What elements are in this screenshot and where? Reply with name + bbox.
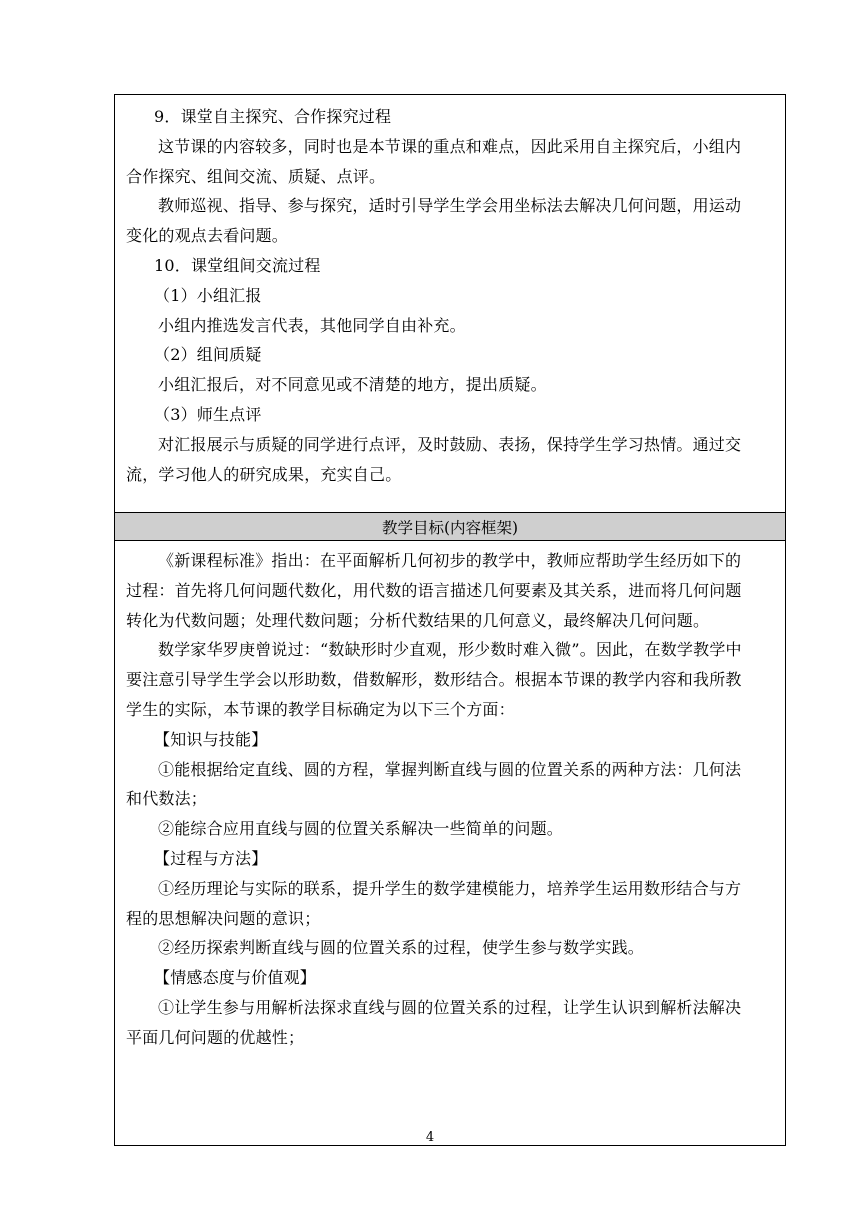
paragraph-line: 程的思想解决问题的意识； [126,908,321,928]
paragraph-line: 学生的实际，本节课的教学目标确定为以下三个方面： [126,699,515,719]
paragraph-line: 合作探究、组间交流、质疑、点评。 [126,166,386,186]
paragraph-line: 数学家华罗庚曾说过：“数缺形时少直观，形少数时难入微”。因此，在数学教学中 [158,640,742,660]
paragraph-line: 过程：首先将几何问题代数化，用代数的语言描述几何要素及其关系，进而将几何问题 [126,580,742,600]
paragraph-line: 和代数法； [126,789,208,809]
page-number: 4 [425,1130,435,1145]
paragraph-line: 小组内推选发言代表，其他同学自由补充。 [158,315,466,335]
process-section [115,95,785,512]
paragraph-line: （2）组间质疑 [154,345,262,365]
paragraph-line: 【过程与方法】 [154,848,268,868]
paragraph-line: 这节课的内容较多，同时也是本节课的重点和难点，因此采用自主探究后，小组内 [158,136,742,156]
paragraph-line: 《新课程标准》指出：在平面解析几何初步的教学中，教师应帮助学生经历如下的 [158,551,742,570]
paragraph-line: ②经历探索判断直线与圆的位置关系的过程，使学生参与数学实践。 [158,938,645,958]
paragraph-line: 【情感态度与价值观】 [154,968,317,988]
paragraph-line: 9．课堂自主探究、合作探究过程 [154,107,392,126]
document-table [114,94,786,1146]
paragraph-line: 教师巡视、指导、参与探究，适时引导学生学会用坐标法去解决几何问题，用运动 [158,196,742,216]
paragraph-line: ①经历理论与实际的联系，提升学生的数学建模能力，培养学生运用数形结合与方 [158,878,742,898]
section-header-text: 教学目标(内容框架) [381,518,519,537]
paragraph-line: （1）小组汇报 [154,285,262,305]
paragraph-line: 对汇报展示与质疑的同学进行点评，及时鼓励、表扬，保持学生学习热情。通过交 [158,434,742,454]
paragraph-line: 小组汇报后，对不同意见或不清楚的地方，提出质疑。 [158,375,547,395]
paragraph-line: ①让学生参与用解析法探求直线与圆的位置关系的过程，让学生认识到解析法解决 [158,997,742,1017]
paragraph-line: 流，学习他人的研究成果，充实自己。 [126,464,402,484]
paragraph-line: （3）师生点评 [154,404,262,424]
paragraph-line: ①能根据给定直线、圆的方程，掌握判断直线与圆的位置关系的两种方法：几何法 [158,759,742,779]
paragraph-line: 转化为代数问题；处理代数问题；分析代数结果的几何意义，最终解决几何问题。 [126,610,710,630]
paragraph-line: 【知识与技能】 [154,729,268,749]
paragraph-line: 10．课堂组间交流过程 [154,255,321,275]
section-header [115,512,785,541]
objectives-section [115,541,785,1145]
paragraph-line: 要注意引导学生学会以形助数，借数解形，数形结合。根据本节课的教学内容和我所教 [126,670,742,690]
paragraph-line: 变化的观点去看问题。 [126,226,289,246]
paragraph-line: 平面几何问题的优越性； [126,1027,305,1047]
paragraph-line: ②能综合应用直线与圆的位置关系解决一些简单的问题。 [158,819,564,839]
